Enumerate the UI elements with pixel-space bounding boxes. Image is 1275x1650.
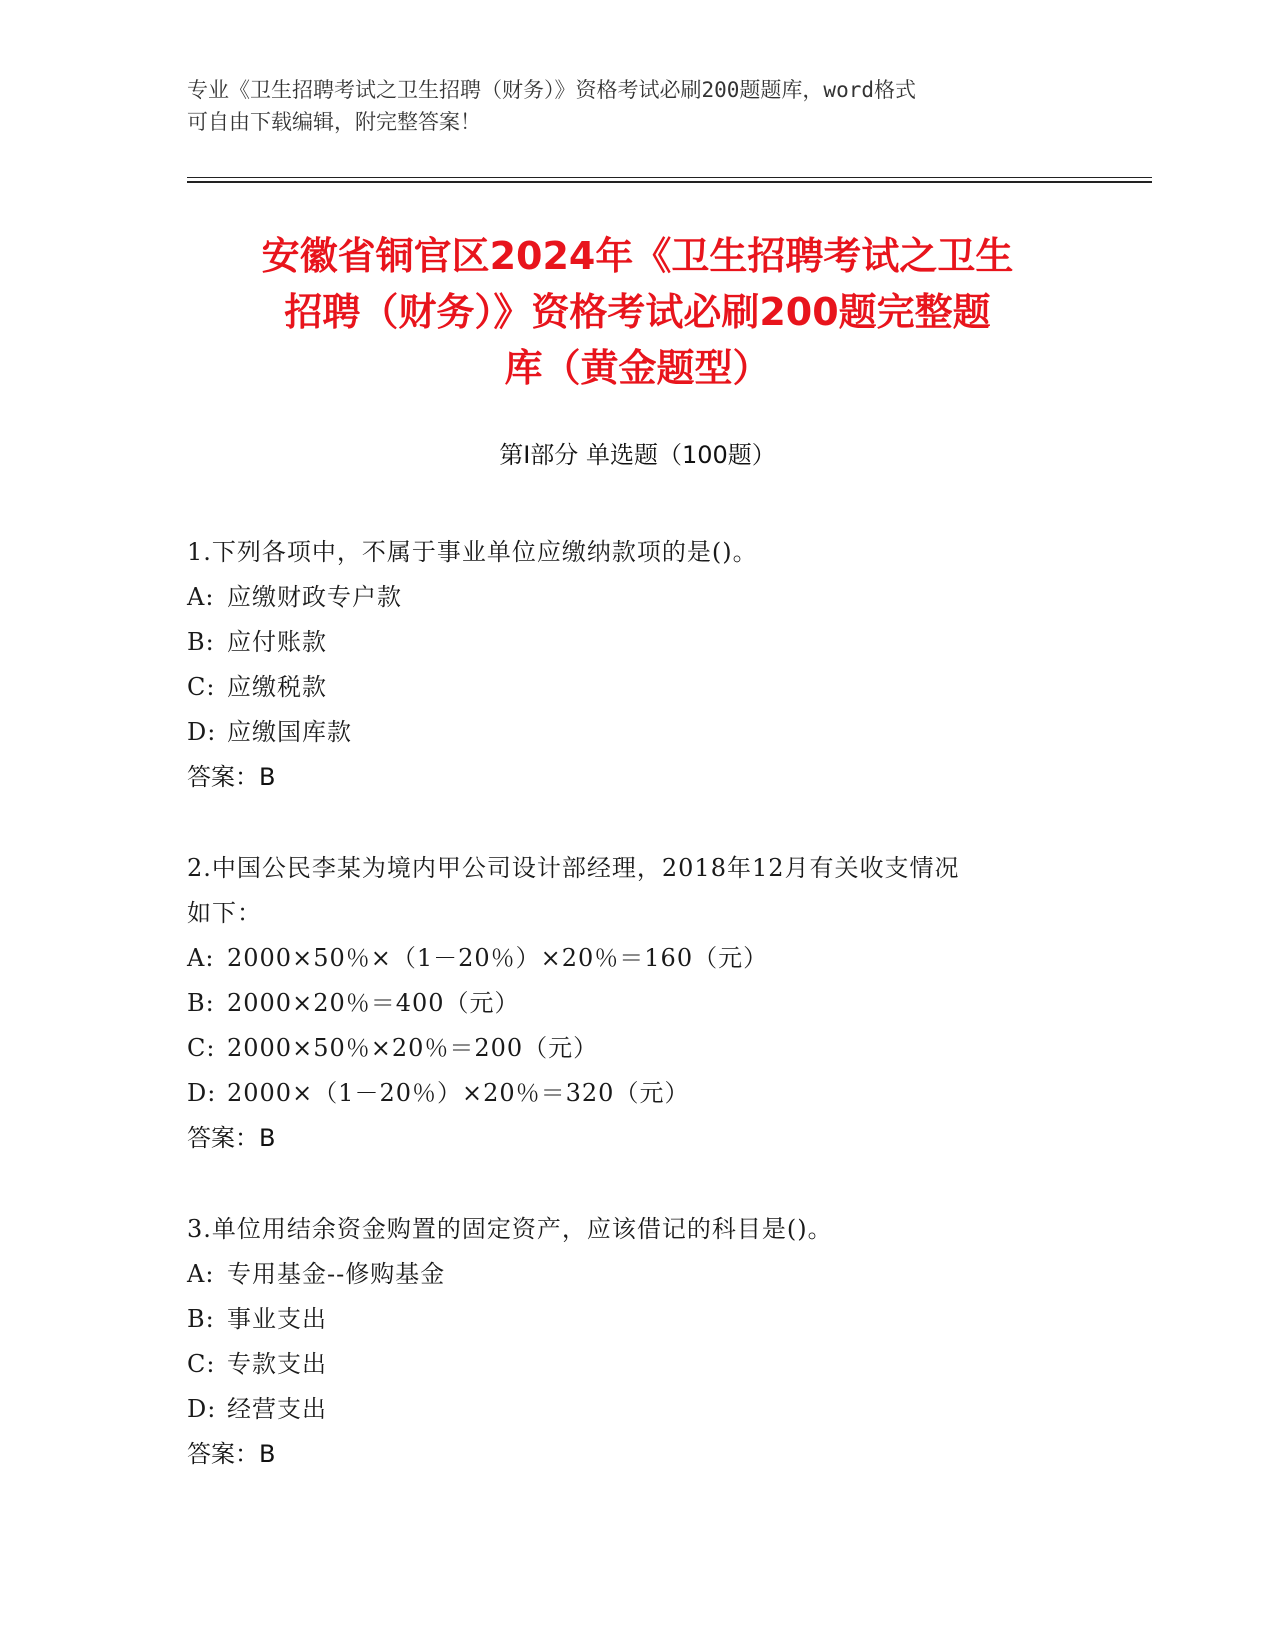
option-letter: D: <box>187 1395 217 1423</box>
option-b <box>187 981 1087 1026</box>
option-letter: C: <box>187 1350 216 1378</box>
answer-line: 答案：B <box>187 1124 276 1152</box>
header-divider-thin <box>187 177 1152 178</box>
question-stem: 2.中国公民李某为境内甲公司设计部经理，2018年12月有关收支情况 <box>187 854 960 882</box>
header-divider-thick <box>187 181 1152 183</box>
option-text: 2000×20％＝400（元） <box>227 989 520 1017</box>
option-text: 专款支出 <box>227 1350 327 1378</box>
option-letter: B: <box>187 1305 215 1333</box>
option-letter: A: <box>187 944 215 972</box>
option-text: 应缴国库款 <box>227 718 352 746</box>
question-3 <box>187 1207 1087 1477</box>
option-letter: B: <box>187 989 215 1017</box>
option-letter: A: <box>187 1260 215 1288</box>
option-letter: C: <box>187 1034 216 1062</box>
option-text: 2000×50％×（1－20％）×20％＝160（元） <box>227 944 769 972</box>
option-text: 2000×50％×20％＝200（元） <box>227 1034 599 1062</box>
answer-line: 答案：B <box>187 1440 276 1468</box>
question-stem-continued: 如下： <box>187 899 262 927</box>
header-note-line-1: 专业《卫生招聘考试之卫生招聘（财务）》资格考试必刷200题题库，word格式 <box>187 78 916 102</box>
option-letter: C: <box>187 673 216 701</box>
option-letter: D: <box>187 718 217 746</box>
document-title-line-3: 库（黄金题型） <box>504 346 771 390</box>
question-1 <box>187 530 1087 800</box>
question-list <box>187 530 1087 1523</box>
header-note <box>187 74 1067 138</box>
option-text: 应缴税款 <box>227 673 327 701</box>
answer-line: 答案：B <box>187 763 276 791</box>
question-stem: 3.单位用结余资金购置的固定资产，应该借记的科目是()。 <box>187 1215 833 1243</box>
option-a <box>187 936 1087 981</box>
option-text: 应付账款 <box>227 628 327 656</box>
option-b <box>187 1297 1087 1342</box>
option-text: 专用基金--修购基金 <box>227 1260 446 1288</box>
option-a <box>187 1252 1087 1297</box>
document-title <box>150 228 1125 396</box>
option-b <box>187 620 1087 665</box>
option-letter: D: <box>187 1079 217 1107</box>
question-2 <box>187 846 1087 1161</box>
option-letter: A: <box>187 583 215 611</box>
option-text: 应缴财政专户款 <box>227 583 402 611</box>
question-stem: 1.下列各项中，不属于事业单位应缴纳款项的是()。 <box>187 538 758 566</box>
option-text: 经营支出 <box>227 1395 327 1423</box>
document-title-line-1: 安徽省铜官区2024年《卫生招聘考试之卫生 <box>261 234 1014 278</box>
option-letter: B: <box>187 628 215 656</box>
option-d <box>187 710 1087 755</box>
option-text: 2000×（1－20％）×20％＝320（元） <box>227 1079 690 1107</box>
option-d <box>187 1387 1087 1432</box>
option-c <box>187 1026 1087 1071</box>
option-d <box>187 1071 1087 1116</box>
option-c <box>187 665 1087 710</box>
header-note-line-2: 可自由下载编辑，附完整答案！ <box>187 110 481 134</box>
option-a <box>187 575 1087 620</box>
option-c <box>187 1342 1087 1387</box>
document-title-line-2: 招聘（财务）》资格考试必刷200题完整题 <box>284 290 991 334</box>
option-text: 事业支出 <box>227 1305 327 1333</box>
section-title: 第Ⅰ部分 单选题（100题） <box>499 441 776 469</box>
